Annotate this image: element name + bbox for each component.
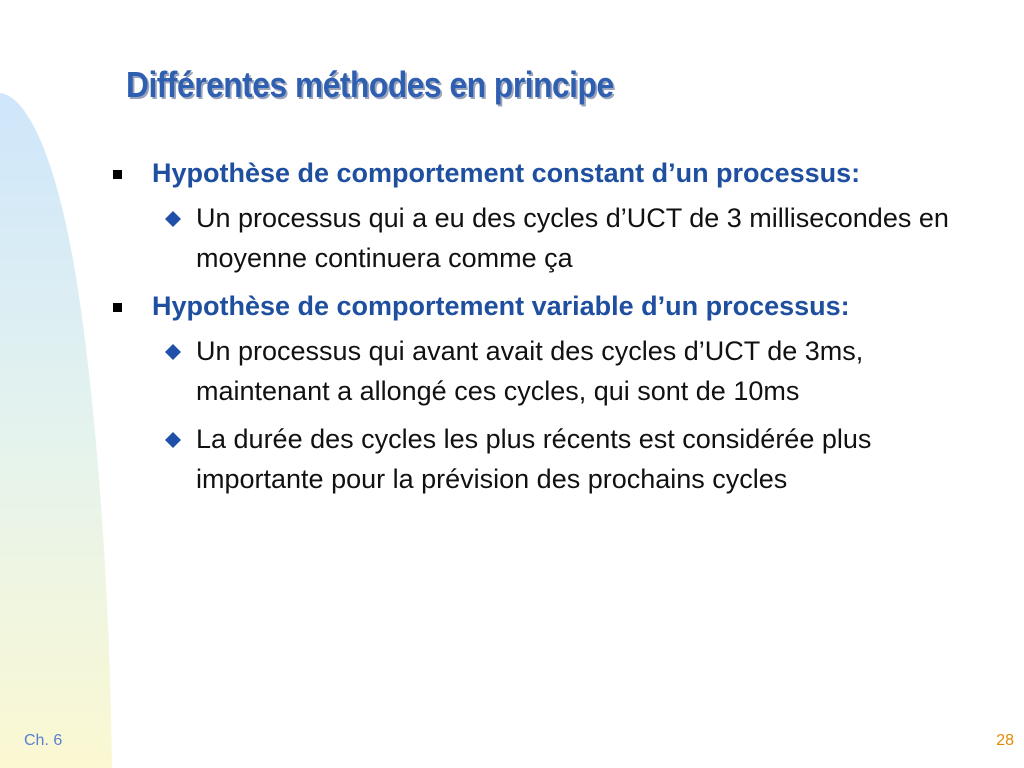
diamond-bullet-icon — [164, 343, 182, 361]
square-bullet-icon — [113, 170, 122, 179]
sub-bullet-item — [152, 198, 990, 278]
chapter-label: Ch. 6 — [24, 732, 63, 749]
side-gradient-decoration — [0, 0, 120, 768]
bullet-list — [110, 153, 990, 507]
slide-title: Différentes méthodes en principe — [126, 64, 614, 105]
bullet-item-variable-behaviour — [110, 286, 990, 326]
page-number: 28 — [996, 732, 1014, 749]
sub-bullet-item — [152, 419, 990, 499]
square-bullet-icon — [113, 303, 122, 312]
sub-bullet-text: Un processus qui a eu des cycles d’UCT de 3 millisecondes en moyenne continuera comme ça — [196, 203, 949, 273]
sub-bullet-text: Un processus qui avant avait des cycles d’UCT de 3ms, maintenant a allongé ces cycles, qui sont de 10ms — [196, 336, 864, 406]
diamond-bullet-icon — [164, 210, 182, 228]
diamond-bullet-icon — [164, 431, 182, 449]
bullet-text: Hypothèse de comportement variable d’un processus: — [152, 291, 850, 321]
bullet-item-constant-behaviour — [110, 153, 990, 193]
sub-bullet-item — [152, 331, 990, 411]
bullet-text: Hypothèse de comportement constant d’un processus: — [152, 158, 861, 188]
sub-bullet-text: La durée des cycles les plus récents est considérée plus importante pour la prévision des prochains cycles — [196, 424, 872, 494]
